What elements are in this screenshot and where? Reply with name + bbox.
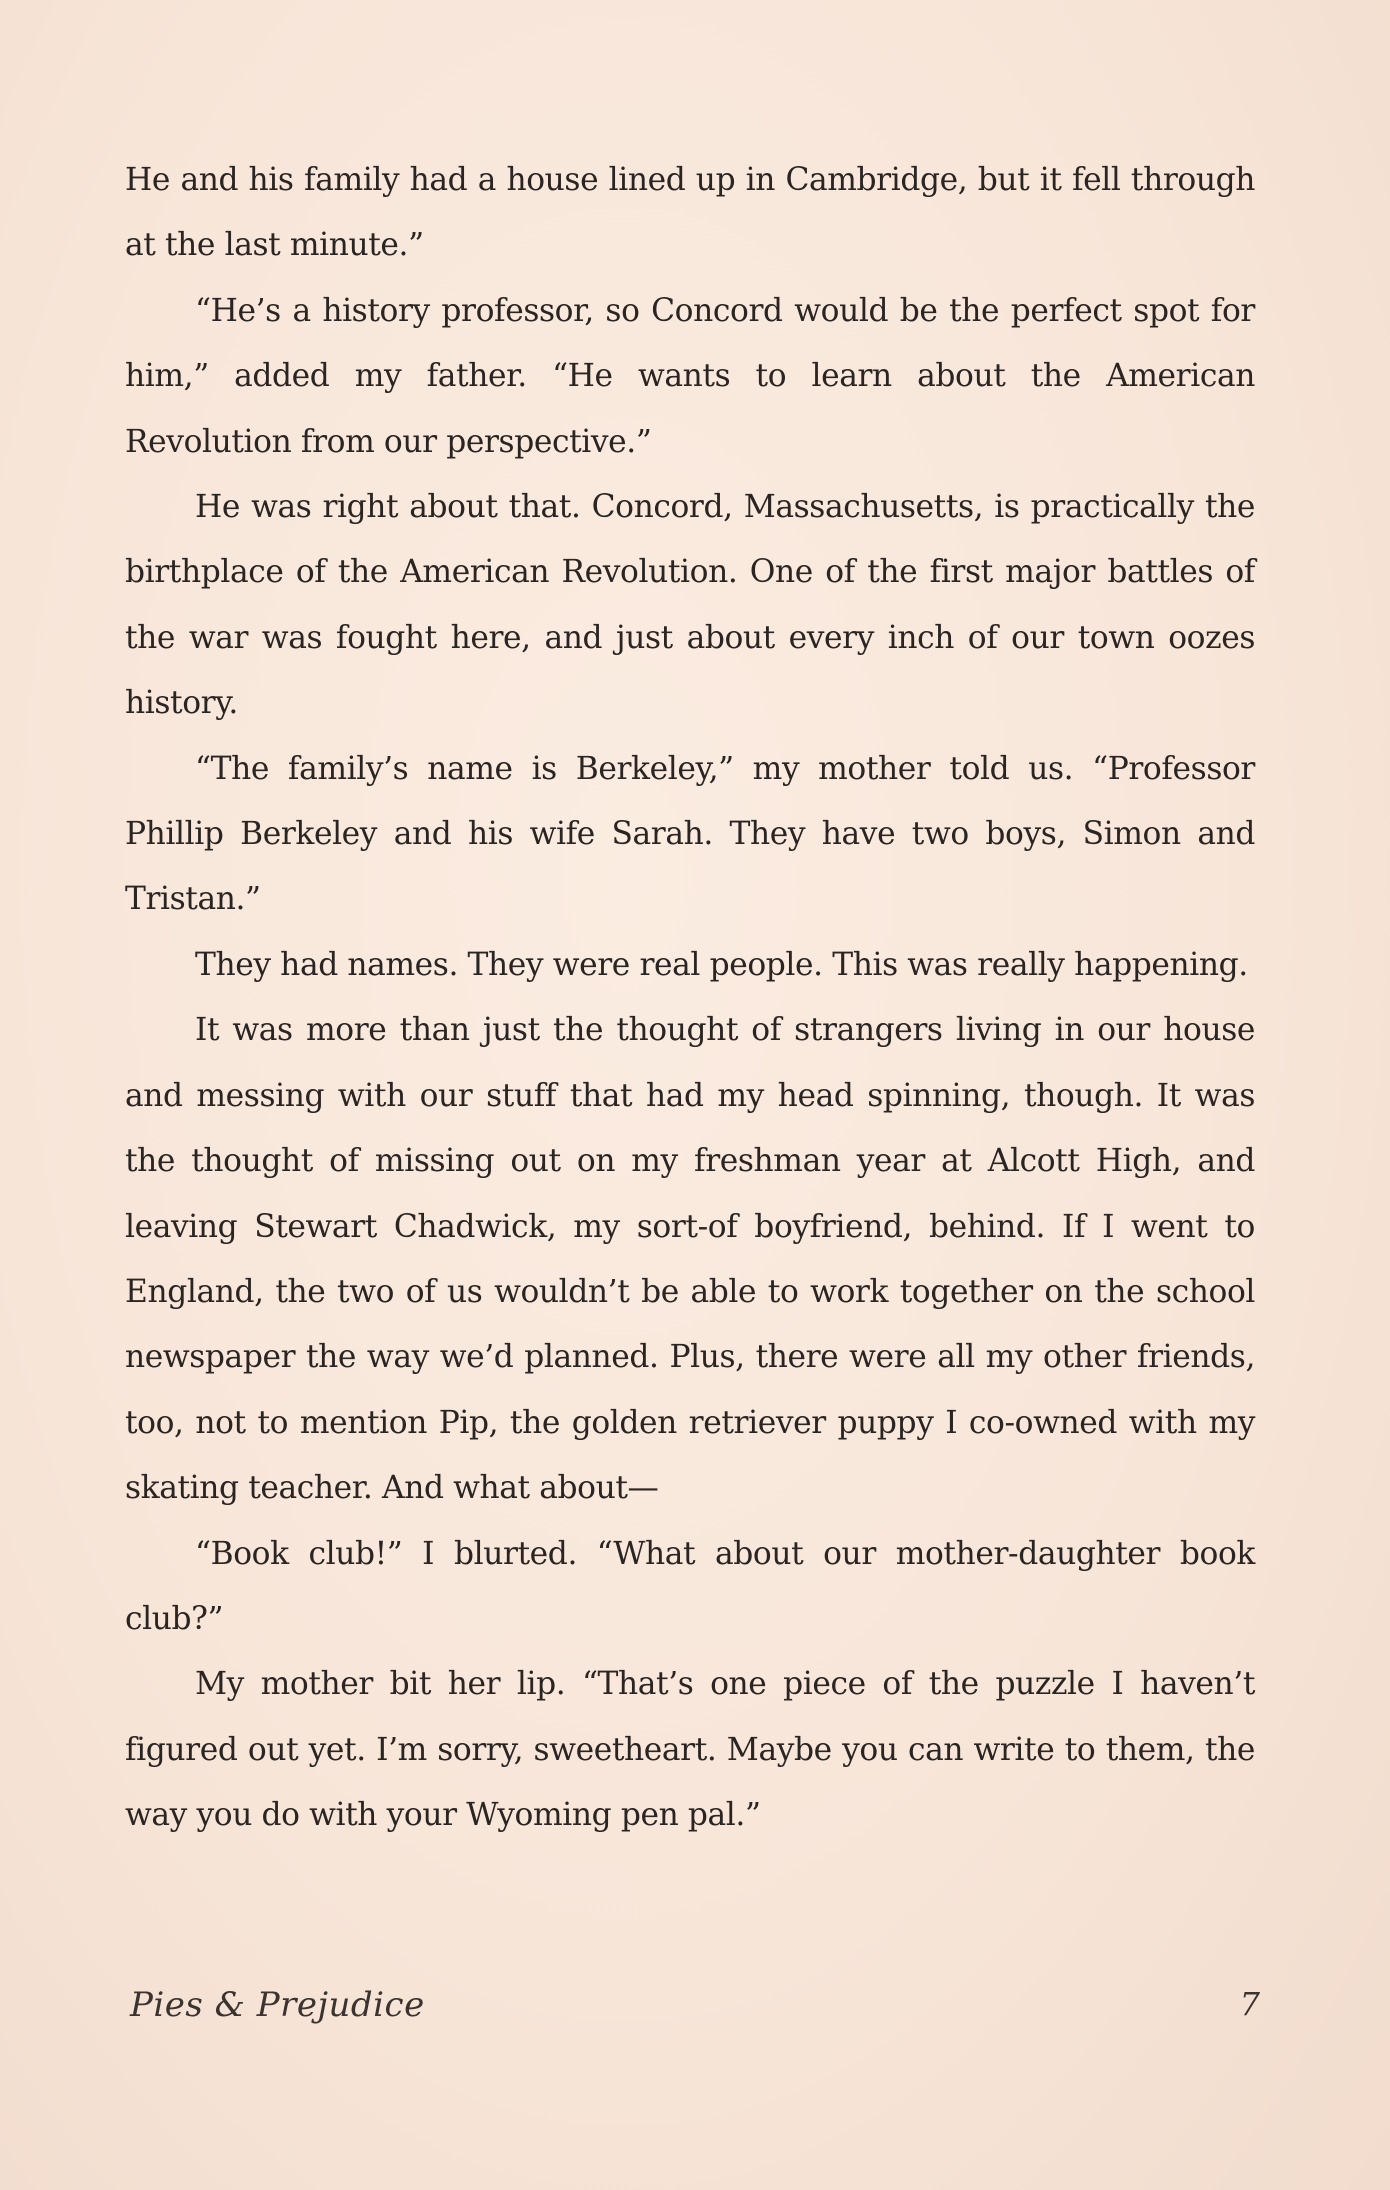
paragraph: They had names. They were real people. This was really happening. <box>195 946 1248 983</box>
paragraph: “Book club!” I blurted. “What about our mother-daughter book club?” <box>125 1535 1255 1637</box>
paragraph: “The family’s name is Berkeley,” my mother told us. “Professor Phillip Berkeley and his wife Sarah. They have two boys, Simon and Tristan.” <box>125 750 1255 918</box>
page-footer <box>130 1985 1260 2045</box>
page-number: 7 <box>1239 1985 1260 2023</box>
body-text <box>125 148 1255 1849</box>
paragraph: It was more than just the thought of strangers living in our house and messing with our stuff that had my head spinning, though. It was the thought of missing out on my freshman year at Alcott High, and leaving Stewart Chadwick, my sort-of boyfriend, behind. If I went to England, the two of us wouldn’t be able to work together on the school newspaper the way we’d planned. Plus, there were all my other friends, too, not to mention Pip, the golden retriever puppy I co-owned with my skating teacher. And what about— <box>125 1012 1255 1507</box>
paragraph: My mother bit her lip. “That’s one piece of the puzzle I haven’t figured out yet. I’m sorry, sweetheart. Maybe you can write to them, the way you do with your Wyoming pen pal.” <box>125 1666 1255 1834</box>
paragraph: “He’s a history professor, so Concord would be the perfect spot for him,” added my father. “He wants to learn about the American Revolution from our perspective.” <box>125 292 1255 460</box>
paragraph: He was right about that. Concord, Massachusetts, is practically the birthplace of the American Revolution. One of the first major battles of the war was fought here, and just about every inch of our town oozes history. <box>125 489 1255 722</box>
paragraph: He and his family had a house lined up in Cambridge, but it fell through at the last minute.” <box>125 162 1255 264</box>
running-title: Pies & Prejudice <box>130 1985 425 2025</box>
